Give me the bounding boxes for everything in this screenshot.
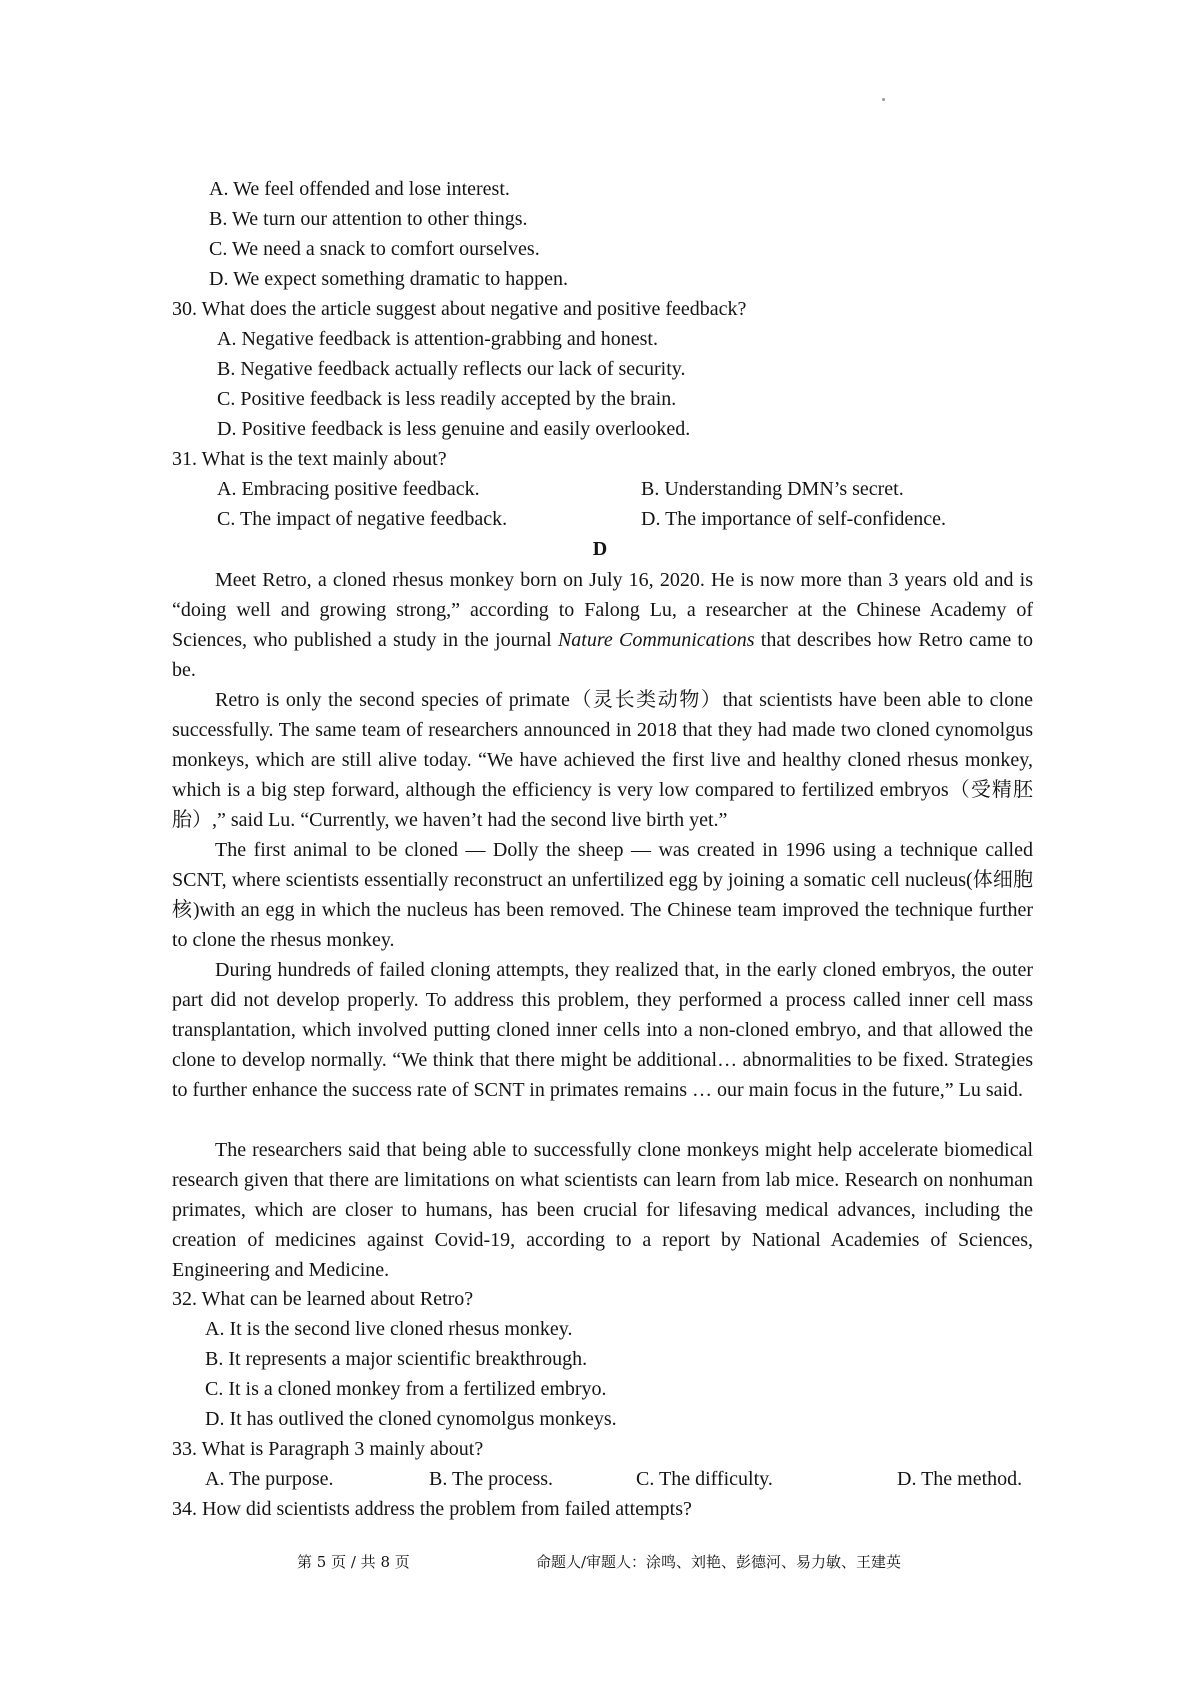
q31-option-d: D. The importance of self-confidence. (641, 508, 947, 530)
q33-option-d: D. The method. (897, 1468, 1023, 1490)
q31-option-b: B. Understanding DMN’s secret. (641, 478, 904, 500)
q30-option-b: B. Negative feedback actually reflects our lack of security. (217, 358, 686, 380)
q32-option-d: D. It has outlived the cloned cynomolgus monkeys. (205, 1408, 617, 1430)
journal-title: Nature Communications (557, 629, 755, 652)
scan-speck (882, 98, 885, 101)
q31-option-a: A. Embracing positive feedback. (217, 478, 480, 500)
q29-option-b: B. We turn our attention to other things. (209, 208, 528, 230)
q33-option-c: C. The difficulty. (636, 1468, 773, 1490)
p3-text: The first animal to be cloned — Dolly the sheep — was created in 1996 using a technique called SCNT, where scientists essentially reconstruct an unfertilized egg by joining a somatic cell nucleus(体细胞核)with an egg in which the nucleus has been removed. The Chinese team improved the technique further to clone the rhesus monkey. (172, 839, 1033, 952)
section-heading: D (592, 538, 608, 560)
passage-paragraph-4 (172, 955, 1033, 1105)
q29-option-c: C. We need a snack to comfort ourselves. (209, 238, 540, 260)
passage-paragraph-3 (172, 835, 1033, 955)
authors-line: 命题人/审题人：涂鸣、刘艳、彭德河、易力敏、王建英 (536, 1553, 902, 1571)
p1-text: Meet Retro, a cloned rhesus monkey born on July 16, 2020. He is now more than 3 years old and is “doing well and growing strong,” according to Falong Lu, a researcher at the Chinese Academy of Sciences, who published a study in the journal (172, 569, 1033, 652)
q30-option-c: C. Positive feedback is less readily accepted by the brain. (217, 388, 677, 410)
q34-stem: 34. How did scientists address the problem from failed attempts? (172, 1498, 692, 1520)
q32-stem: 32. What can be learned about Retro? (172, 1288, 474, 1310)
passage-paragraph-2 (172, 685, 1033, 835)
q33-option-a: A. The purpose. (205, 1468, 334, 1490)
q29-option-a: A. We feel offended and lose interest. (209, 178, 510, 200)
q31-option-c: C. The impact of negative feedback. (217, 508, 508, 530)
p1-text-end: that describes how Retro came to be. (172, 629, 1033, 682)
p5-text: The researchers said that being able to successfully clone monkeys might help accelerate biomedical research given that there are limitations on what scientists can learn from lab mice. Research on nonhuman primates, which are closer to humans, has been crucial for lifesaving medical advances, including the creation of medicines against Covid-19, according to a report by National Academies of Sciences, Engineering and Medicine. (172, 1139, 1033, 1282)
q33-stem: 33. What is Paragraph 3 mainly about? (172, 1438, 484, 1460)
passage-paragraph-5 (172, 1135, 1033, 1285)
q32-option-a: A. It is the second live cloned rhesus monkey. (205, 1318, 573, 1340)
passage-paragraph-1 (172, 565, 1033, 685)
q30-option-d: D. Positive feedback is less genuine and easily overlooked. (217, 418, 691, 440)
q29-option-d: D. We expect something dramatic to happen. (209, 268, 569, 290)
q33-option-b: B. The process. (429, 1468, 554, 1490)
page-number: 第 5 页 / 共 8 页 (297, 1553, 410, 1571)
p2-text: Retro is only the second species of primate（灵长类动物）that scientists have been able to clone successfully. The same team of researchers announced in 2018 that they had made two cloned cynomolgus monkeys, which are still alive today. “We have achieved the first live and healthy cloned rhesus monkey, which is a big step forward, although the efficiency is very low compared to fertilized embryos（受精胚胎）,” said Lu. “Currently, we haven’t had the second live birth yet.” (172, 689, 1033, 832)
q32-option-c: C. It is a cloned monkey from a fertilized embryo. (205, 1378, 607, 1400)
q30-option-a: A. Negative feedback is attention-grabbing and honest. (217, 328, 658, 350)
q31-stem: 31. What is the text mainly about? (172, 448, 447, 470)
q32-option-b: B. It represents a major scientific breakthrough. (205, 1348, 588, 1370)
p4-text: During hundreds of failed cloning attempts, they realized that, in the early cloned embryos, the outer part did not develop properly. To address this problem, they performed a process called inner cell mass transplantation, which involved putting cloned inner cells into a non-cloned embryo, and that allowed the clone to develop normally. “We think that there might be additional… abnormalities to be fixed. Strategies to further enhance the success rate of SCNT in primates remains … our main focus in the future,” Lu said. (172, 959, 1033, 1102)
q30-stem: 30. What does the article suggest about negative and positive feedback? (172, 298, 747, 320)
